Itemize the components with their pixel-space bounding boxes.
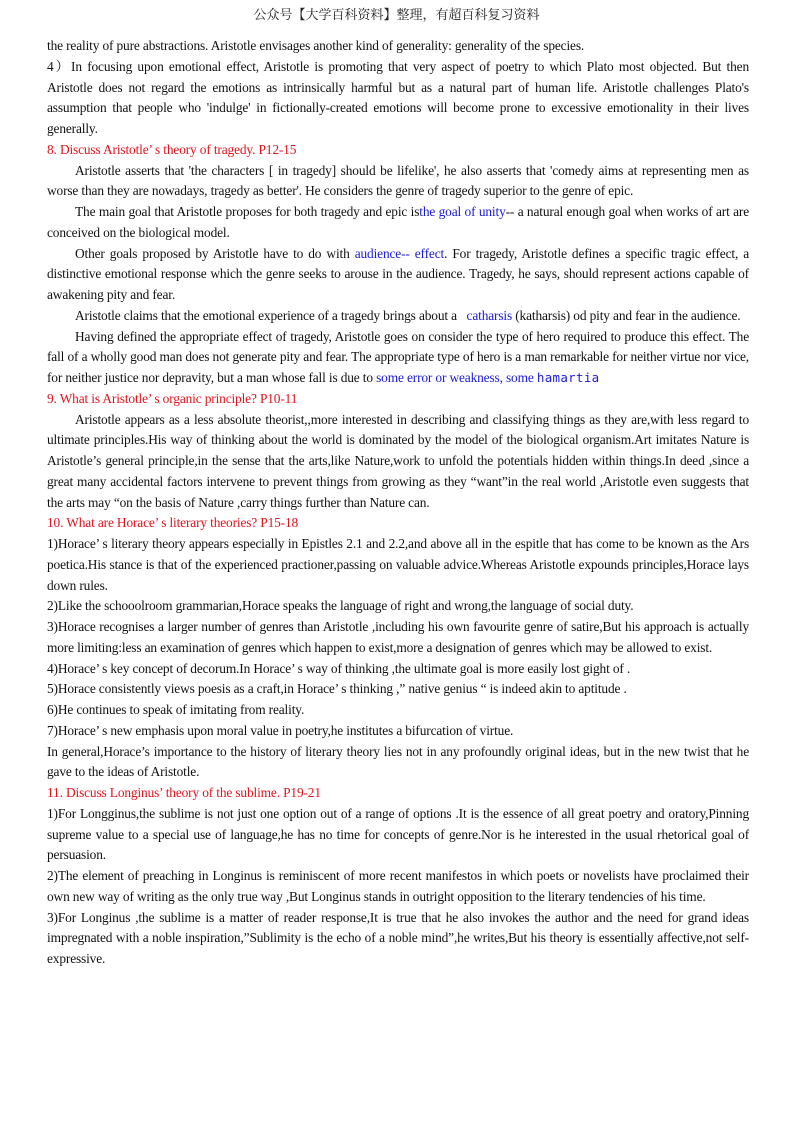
page-header-watermark: 公众号【大学百科资料】整理，有超百科复习资料: [253, 8, 540, 23]
list-item: 3)For Longinus ,the sublime is a matter of reader response,It is true that he also invokes the author and the need for grand ideas impregnated with a noble inspiration,”Sublimity is the echo of a noble mind”,he writes,But his theory is essentially affective,not self-expressive.: [47, 909, 749, 966]
question-heading-11: 11. Discuss Longinus’ theory of the sublime. P19-21: [47, 785, 321, 800]
list-item: 6)He continues to speak of imitating from reality.: [47, 702, 305, 717]
question-heading-8: 8. Discuss Aristotle’ s theory of tragedy. P12-15: [47, 141, 297, 157]
paragraph: [47, 202, 749, 244]
paragraph: [47, 244, 749, 306]
paragraph: Aristotle asserts that 'the characters [ in tragedy] should be lifelike', he also asserts that 'comedy aims at representing men as worse than they are nowadays, tragedy as better'. He considers the genre of tragedy superior to the genre of epic.: [47, 162, 749, 199]
highlight-term: audience-- effect: [354, 245, 445, 261]
paragraph: In general,Horace’s importance to the history of literary theory lies not in any profoundly original ideas, but in the new twist that he gave to the ideas of Aristotle.: [47, 743, 749, 780]
list-item: 5)Horace consistently views poesis as a craft,in Horace’ s thinking ,” native genius “ is indeed akin to aptitude .: [47, 681, 627, 697]
list-item: 4)Horace’ s key concept of decorum.In Horace’ s way of thinking ,the ultimate goal is more easily lost gight of .: [47, 660, 631, 676]
list-item: 2)The element of preaching in Longinus is reminiscent of more recent manifestos in which poets or novelists have proclaimed their own new way of writing as the only true way ,But Longinus stands in outright opposition to the literary tendencies of his time.: [47, 868, 749, 904]
text: The main goal that Aristotle proposes for both tragedy and epic is: [75, 204, 420, 219]
text: . For tragedy, Aristotle defines a specific tragic effect, a distinctive emotional response which the genre seeks to arouse in the audience. Tragedy, he says, should represent actions capable of awakening pity and fear.: [47, 245, 750, 302]
highlight-term: some error or weakness, some: [376, 370, 534, 385]
text: Aristotle claims that the emotional experience of a tragedy brings about a: [75, 307, 461, 323]
paragraph: [47, 306, 749, 327]
list-item: 2)Like the schooolroom grammarian,Horace speaks the language of right and wrong,the language of social duty.: [47, 598, 634, 614]
list-item: 3)Horace recognises a larger number of genres than Aristotle ,including his own favourite genre of satire,But his approach is actually more limiting:less an examination of genres which happen to exist,more a designation of genres which may be allowed to exist.: [47, 619, 749, 655]
text: -- a natural enough goal when works of art are conceived on the biological model.: [47, 204, 749, 240]
question-heading-9: 9. What is Aristotle’ s organic principle? P10-11: [47, 390, 298, 406]
text: (katharsis) od pity and fear in the audience.: [512, 307, 741, 323]
paragraph: 4）In focusing upon emotional effect, Aristotle is promoting that very aspect of poetry to which Plato most objected. But then Aristotle does not regard the emotions as intrinsically harmful but as a natural part of human life. Aristotle challenges Plato's assumption that people who 'indulge' in fictionally-created emotions will become prone to excessive emotionality in their lives generally.: [47, 58, 749, 136]
text: Other goals proposed by Aristotle have to do with: [75, 245, 355, 261]
paragraph: [47, 327, 749, 389]
text: Having defined the appropriate effect of tragedy, Aristotle goes on consider the type of hero required to produce this effect. The fall of a wholly good man does not generate pity and fear. The appropriate type of hero is a man remarkable for neither virtue nor vice, for neither justice nor depravity, but a man whose fall is due to: [47, 328, 749, 385]
highlight-term: catharsis: [466, 307, 513, 323]
list-item: 1)Horace’ s literary theory appears especially in Epistles 2.1 and 2.2,and above all in the espitle that has come to be known as the Ars poetica.His stance is that of the experienced practioner,passing on valuable advice.Whereas Aristotle expounds principles,Horace lays down rules.: [47, 536, 749, 593]
list-item: 7)Horace’ s new emphasis upon moral value in poetry,he institutes a bifurcation of virtue.: [47, 722, 514, 738]
highlight-term: hamartia: [536, 370, 600, 385]
list-item: 1)For Longginus,the sublime is not just one option out of a range of options .It is the essence of all great poetry and oratory,Pinning supreme value to a special use of language,he has no time for concepts of genre.Nor is he interested in the usual rhetorical goal of persuasion.: [47, 805, 749, 863]
highlight-term: the goal of unity: [419, 204, 506, 219]
document-body: [47, 36, 749, 970]
paragraph: the reality of pure abstractions. Aristotle envisages another kind of generality: generality of the species.: [47, 38, 585, 53]
question-heading-10: 10. What are Horace’ s literary theories? P15-18: [47, 515, 299, 531]
paragraph: Aristotle appears as a less absolute theorist,,more interested in describing and classifying things as they are,with less regard to ultimate principles.His way of thinking about the world is dominated by the model of the biological organism.Art imitates Nature is Aristotle’s general principle,in the sense that the arts,like Nature,work to unfold the potentials hidden within things.In deed ,since a great many accidental factors intervene to prevent things from growing as they “want”in the real world ,Aristotle even suggests that the arts may “on the basis of Nature ,carry things further than Nature can.: [47, 411, 749, 510]
